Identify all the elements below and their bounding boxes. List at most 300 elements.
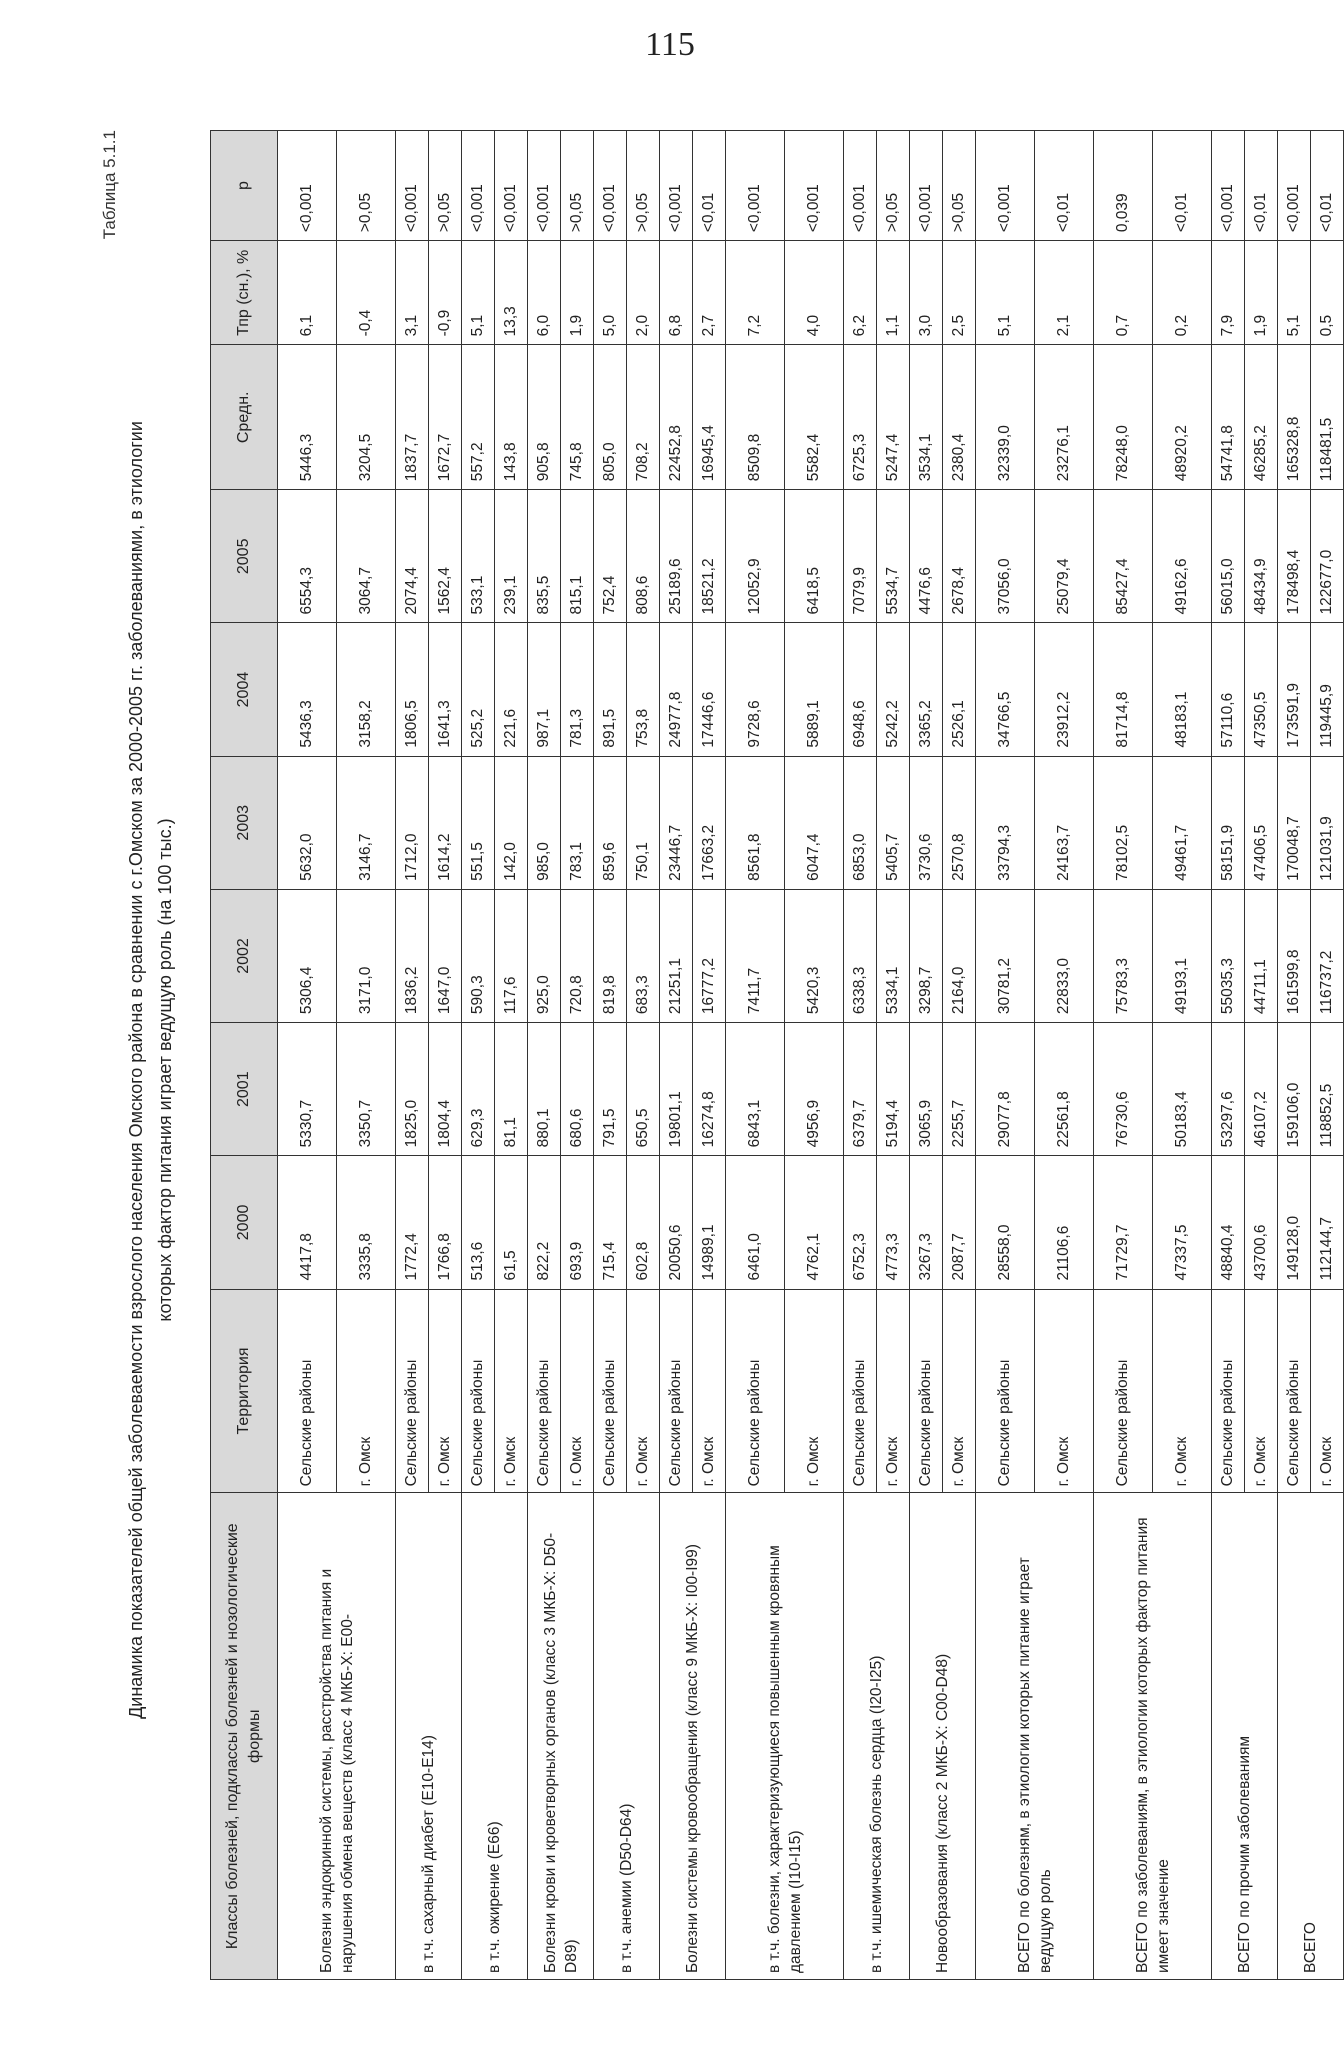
value-mean-cell: 16945,4 (693, 345, 726, 490)
value-2000-cell: 6461,0 (726, 1156, 785, 1289)
value-2005-cell: 25079,4 (1035, 490, 1094, 623)
value-p-cell: <0,01 (1035, 131, 1094, 241)
value-mean-cell: 557,2 (462, 345, 495, 490)
value-2005-cell: 56015,0 (1212, 490, 1245, 623)
value-mean-cell: 165328,8 (1278, 345, 1311, 490)
value-2001-cell: 22561,8 (1035, 1023, 1094, 1156)
territory-cell: г. Омск (1035, 1289, 1094, 1493)
value-tpr-cell: 4,0 (785, 241, 844, 345)
value-2001-cell: 16274,8 (693, 1023, 726, 1156)
value-2005-cell: 533,1 (462, 490, 495, 623)
value-2005-cell: 122677,0 (1311, 490, 1344, 623)
value-2005-cell: 815,1 (561, 490, 594, 623)
value-2001-cell: 791,5 (594, 1023, 627, 1156)
caption-line-2: которых фактор питания играет ведущую роль (на 100 тыс.) (155, 818, 175, 1322)
value-2004-cell: 47350,5 (1245, 623, 1278, 756)
value-2004-cell: 1806,5 (396, 623, 429, 756)
value-mean-cell: 8509,8 (726, 345, 785, 490)
value-2005-cell: 12052,9 (726, 490, 785, 623)
caption-line-1: Динамика показателей общей заболеваемости взрослого населения Омского района в сравнении с г.Омском за 2000-2005 гг. заболеваниями, в этиологии (126, 421, 146, 1719)
value-mean-cell: 745,8 (561, 345, 594, 490)
value-2003-cell: 5405,7 (877, 756, 910, 889)
value-2000-cell: 602,8 (627, 1156, 660, 1289)
value-2003-cell: 5632,0 (278, 756, 337, 889)
value-p-cell: <0,01 (1311, 131, 1344, 241)
territory-cell: Сельские районы (726, 1289, 785, 1493)
value-p-cell: <0,001 (844, 131, 877, 241)
value-2001-cell: 1804,4 (429, 1023, 462, 1156)
value-2003-cell: 142,0 (495, 756, 528, 889)
header-territory: Территория (211, 1289, 278, 1493)
value-mean-cell: 23276,1 (1035, 345, 1094, 490)
value-mean-cell: 2380,4 (943, 345, 976, 490)
table-row (910, 131, 943, 1980)
value-tpr-cell: 3,0 (910, 241, 943, 345)
value-2002-cell: 5334,1 (877, 889, 910, 1022)
territory-cell: г. Омск (943, 1289, 976, 1493)
value-tpr-cell: -0,9 (429, 241, 462, 345)
value-p-cell: >0,05 (877, 131, 910, 241)
value-2004-cell: 5242,2 (877, 623, 910, 756)
territory-cell: Сельские районы (1094, 1289, 1153, 1493)
value-p-cell: <0,001 (462, 131, 495, 241)
value-2003-cell: 6853,0 (844, 756, 877, 889)
territory-cell: г. Омск (627, 1289, 660, 1493)
territory-cell: Сельские районы (844, 1289, 877, 1493)
value-2000-cell: 693,9 (561, 1156, 594, 1289)
value-2002-cell: 720,8 (561, 889, 594, 1022)
value-2003-cell: 23446,7 (660, 756, 693, 889)
value-2003-cell: 17663,2 (693, 756, 726, 889)
table-row (594, 131, 627, 1980)
value-2004-cell: 23912,2 (1035, 623, 1094, 756)
value-2000-cell: 3267,3 (910, 1156, 943, 1289)
territory-cell: г. Омск (785, 1289, 844, 1493)
territory-cell: г. Омск (337, 1289, 396, 1493)
value-2005-cell: 48434,9 (1245, 490, 1278, 623)
value-2001-cell: 19801,1 (660, 1023, 693, 1156)
value-2004-cell: 119445,9 (1311, 623, 1344, 756)
value-2003-cell: 2570,8 (943, 756, 976, 889)
value-tpr-cell: 0,5 (1311, 241, 1344, 345)
value-2001-cell: 3350,7 (337, 1023, 396, 1156)
disease-class-cell: в т.ч. ожирение (Е66) (462, 1493, 528, 1980)
value-2002-cell: 117,6 (495, 889, 528, 1022)
value-2003-cell: 3146,7 (337, 756, 396, 889)
value-2005-cell: 4476,6 (910, 490, 943, 623)
disease-class-cell: Новообразования (класс 2 МКБ-Х: С00-D48) (910, 1493, 976, 1980)
table-row (278, 131, 337, 1980)
morbidity-table (210, 130, 1344, 1980)
value-tpr-cell: 7,9 (1212, 241, 1245, 345)
value-2003-cell: 121031,9 (1311, 756, 1344, 889)
value-2001-cell: 53297,6 (1212, 1023, 1245, 1156)
value-p-cell: >0,05 (561, 131, 594, 241)
value-2004-cell: 5436,3 (278, 623, 337, 756)
value-2002-cell: 1647,0 (429, 889, 462, 1022)
value-2000-cell: 513,6 (462, 1156, 495, 1289)
value-2002-cell: 22833,0 (1035, 889, 1094, 1022)
value-mean-cell: 78248,0 (1094, 345, 1153, 490)
value-mean-cell: 3204,5 (337, 345, 396, 490)
value-2002-cell: 161599,8 (1278, 889, 1311, 1022)
value-2001-cell: 6843,1 (726, 1023, 785, 1156)
value-p-cell: 0,039 (1094, 131, 1153, 241)
value-2000-cell: 4762,1 (785, 1156, 844, 1289)
value-2002-cell: 6338,3 (844, 889, 877, 1022)
page-number: 115 (645, 26, 695, 63)
header-2005: 2005 (211, 490, 278, 623)
value-2002-cell: 5306,4 (278, 889, 337, 1022)
value-2003-cell: 1614,2 (429, 756, 462, 889)
value-p-cell: <0,001 (660, 131, 693, 241)
value-2002-cell: 3171,0 (337, 889, 396, 1022)
value-2003-cell: 8561,8 (726, 756, 785, 889)
value-2001-cell: 46107,2 (1245, 1023, 1278, 1156)
value-mean-cell: 143,8 (495, 345, 528, 490)
value-2004-cell: 48183,1 (1153, 623, 1212, 756)
value-2001-cell: 1825,0 (396, 1023, 429, 1156)
value-mean-cell: 905,8 (528, 345, 561, 490)
value-2001-cell: 4956,9 (785, 1023, 844, 1156)
value-2000-cell: 21106,6 (1035, 1156, 1094, 1289)
value-2000-cell: 6752,3 (844, 1156, 877, 1289)
value-tpr-cell: 13,3 (495, 241, 528, 345)
value-p-cell: <0,001 (1212, 131, 1245, 241)
header-mean: Средн. (211, 345, 278, 490)
value-2003-cell: 750,1 (627, 756, 660, 889)
disease-class-cell: Болезни эндокринной системы, расстройства питания и нарушения обмена веществ (класс 4 МКБ-Х: Е00- (278, 1493, 396, 1980)
territory-cell: Сельские районы (396, 1289, 429, 1493)
value-2000-cell: 2087,7 (943, 1156, 976, 1289)
value-mean-cell: 48920,2 (1153, 345, 1212, 490)
value-tpr-cell: 0,2 (1153, 241, 1212, 345)
disease-class-cell: ВСЕГО по болезням, в этиологии которых питание играет ведущую роль (976, 1493, 1094, 1980)
value-2004-cell: 3365,2 (910, 623, 943, 756)
value-2001-cell: 159106,0 (1278, 1023, 1311, 1156)
value-p-cell: <0,001 (278, 131, 337, 241)
table-row (528, 131, 561, 1980)
value-2001-cell: 2255,7 (943, 1023, 976, 1156)
value-mean-cell: 805,0 (594, 345, 627, 490)
value-p-cell: <0,001 (495, 131, 528, 241)
value-tpr-cell: 5,0 (594, 241, 627, 345)
value-2000-cell: 1766,8 (429, 1156, 462, 1289)
value-tpr-cell: 2,1 (1035, 241, 1094, 345)
value-2001-cell: 880,1 (528, 1023, 561, 1156)
value-mean-cell: 1837,7 (396, 345, 429, 490)
value-p-cell: <0,001 (1278, 131, 1311, 241)
value-2004-cell: 3158,2 (337, 623, 396, 756)
value-2000-cell: 48840,4 (1212, 1156, 1245, 1289)
value-2000-cell: 71729,7 (1094, 1156, 1153, 1289)
value-2002-cell: 44711,1 (1245, 889, 1278, 1022)
value-2000-cell: 822,2 (528, 1156, 561, 1289)
value-tpr-cell: 5,1 (976, 241, 1035, 345)
value-p-cell: >0,05 (943, 131, 976, 241)
value-mean-cell: 46285,2 (1245, 345, 1278, 490)
value-2004-cell: 9728,6 (726, 623, 785, 756)
value-p-cell: <0,01 (693, 131, 726, 241)
table-body (278, 131, 1344, 1980)
value-2005-cell: 2074,4 (396, 490, 429, 623)
value-mean-cell: 32339,0 (976, 345, 1035, 490)
value-tpr-cell: 1,9 (561, 241, 594, 345)
territory-cell: Сельские районы (594, 1289, 627, 1493)
value-2002-cell: 16777,2 (693, 889, 726, 1022)
value-2004-cell: 987,1 (528, 623, 561, 756)
value-mean-cell: 54741,8 (1212, 345, 1245, 490)
value-tpr-cell: 5,1 (1278, 241, 1311, 345)
value-mean-cell: 3534,1 (910, 345, 943, 490)
disease-class-cell: в т.ч. анемии (D50-D64) (594, 1493, 660, 1980)
header-tpr: Тпр (сн.), % (211, 241, 278, 345)
table-row (396, 131, 429, 1980)
value-2003-cell: 33794,3 (976, 756, 1035, 889)
value-tpr-cell: 6,2 (844, 241, 877, 345)
value-p-cell: <0,001 (396, 131, 429, 241)
value-2001-cell: 76730,6 (1094, 1023, 1153, 1156)
value-2005-cell: 37056,0 (976, 490, 1035, 623)
value-p-cell: <0,001 (528, 131, 561, 241)
value-2000-cell: 4773,3 (877, 1156, 910, 1289)
value-tpr-cell: 2,0 (627, 241, 660, 345)
value-2005-cell: 25189,6 (660, 490, 693, 623)
table-caption (122, 130, 180, 2010)
value-2002-cell: 21251,1 (660, 889, 693, 1022)
value-2002-cell: 925,0 (528, 889, 561, 1022)
disease-class-cell: в т.ч. сахарный диабет (Е10-Е14) (396, 1493, 462, 1980)
value-2001-cell: 50183,4 (1153, 1023, 1212, 1156)
territory-cell: г. Омск (1245, 1289, 1278, 1493)
value-2000-cell: 1772,4 (396, 1156, 429, 1289)
value-2003-cell: 783,1 (561, 756, 594, 889)
value-2004-cell: 6948,6 (844, 623, 877, 756)
table-row (844, 131, 877, 1980)
value-tpr-cell: -0,4 (337, 241, 396, 345)
value-2004-cell: 17446,6 (693, 623, 726, 756)
value-mean-cell: 5247,4 (877, 345, 910, 490)
value-2002-cell: 5420,3 (785, 889, 844, 1022)
header-row (211, 131, 278, 1980)
value-mean-cell: 118481,5 (1311, 345, 1344, 490)
value-2004-cell: 1641,3 (429, 623, 462, 756)
value-tpr-cell: 3,1 (396, 241, 429, 345)
value-2001-cell: 680,6 (561, 1023, 594, 1156)
value-tpr-cell: 5,1 (462, 241, 495, 345)
header-2000: 2000 (211, 1156, 278, 1289)
value-p-cell: >0,05 (429, 131, 462, 241)
territory-cell: г. Омск (877, 1289, 910, 1493)
value-mean-cell: 5446,3 (278, 345, 337, 490)
territory-cell: г. Омск (1153, 1289, 1212, 1493)
value-2000-cell: 715,4 (594, 1156, 627, 1289)
territory-cell: г. Омск (561, 1289, 594, 1493)
header-2004: 2004 (211, 623, 278, 756)
value-2000-cell: 14989,1 (693, 1156, 726, 1289)
value-2002-cell: 55035,3 (1212, 889, 1245, 1022)
value-2001-cell: 29077,8 (976, 1023, 1035, 1156)
territory-cell: Сельские районы (910, 1289, 943, 1493)
value-tpr-cell: 2,7 (693, 241, 726, 345)
value-mean-cell: 708,2 (627, 345, 660, 490)
value-2002-cell: 683,3 (627, 889, 660, 1022)
value-mean-cell: 22452,8 (660, 345, 693, 490)
value-2005-cell: 7079,9 (844, 490, 877, 623)
value-2002-cell: 30781,2 (976, 889, 1035, 1022)
territory-cell: г. Омск (1311, 1289, 1344, 1493)
value-tpr-cell: 7,2 (726, 241, 785, 345)
value-p-cell: <0,001 (594, 131, 627, 241)
value-2005-cell: 6418,5 (785, 490, 844, 623)
value-2004-cell: 34766,5 (976, 623, 1035, 756)
value-tpr-cell: 1,1 (877, 241, 910, 345)
value-2005-cell: 6554,3 (278, 490, 337, 623)
value-2005-cell: 18521,2 (693, 490, 726, 623)
territory-cell: Сельские районы (528, 1289, 561, 1493)
value-2003-cell: 859,6 (594, 756, 627, 889)
disease-class-cell: в т.ч. ишемическая болезнь сердца (I20-I25) (844, 1493, 910, 1980)
territory-cell: г. Омск (495, 1289, 528, 1493)
value-2003-cell: 24163,7 (1035, 756, 1094, 889)
table-row (1278, 131, 1311, 1980)
value-p-cell: <0,001 (910, 131, 943, 241)
value-2003-cell: 551,5 (462, 756, 495, 889)
value-p-cell: >0,05 (627, 131, 660, 241)
territory-cell: г. Омск (693, 1289, 726, 1493)
value-2003-cell: 78102,5 (1094, 756, 1153, 889)
value-2001-cell: 3065,9 (910, 1023, 943, 1156)
value-2002-cell: 3298,7 (910, 889, 943, 1022)
disease-class-cell: в т.ч. болезни, характеризующиеся повышенным кровяным давлением (I10-I15) (726, 1493, 844, 1980)
value-tpr-cell: 6,0 (528, 241, 561, 345)
value-2001-cell: 5330,7 (278, 1023, 337, 1156)
value-p-cell: <0,001 (976, 131, 1035, 241)
value-2004-cell: 221,6 (495, 623, 528, 756)
value-2002-cell: 49193,1 (1153, 889, 1212, 1022)
disease-class-cell: ВСЕГО по заболеваниям, в этиологии которых фактор питания имеет значение (1094, 1493, 1212, 1980)
value-tpr-cell: 2,5 (943, 241, 976, 345)
value-2003-cell: 58151,9 (1212, 756, 1245, 889)
value-2000-cell: 47337,5 (1153, 1156, 1212, 1289)
territory-cell: Сельские районы (462, 1289, 495, 1493)
territory-cell: г. Омск (429, 1289, 462, 1493)
value-mean-cell: 5582,4 (785, 345, 844, 490)
value-2000-cell: 4417,8 (278, 1156, 337, 1289)
value-2005-cell: 3064,7 (337, 490, 396, 623)
table-row (1094, 131, 1153, 1980)
value-2001-cell: 118852,5 (1311, 1023, 1344, 1156)
disease-class-cell: ВСЕГО (1278, 1493, 1344, 1980)
disease-class-cell: ВСЕГО по прочим заболеваниям (1212, 1493, 1278, 1980)
value-2005-cell: 85427,4 (1094, 490, 1153, 623)
value-2001-cell: 650,5 (627, 1023, 660, 1156)
value-2004-cell: 781,3 (561, 623, 594, 756)
value-2004-cell: 173591,9 (1278, 623, 1311, 756)
value-p-cell: <0,001 (785, 131, 844, 241)
value-2005-cell: 752,4 (594, 490, 627, 623)
header-2002: 2002 (211, 889, 278, 1022)
value-p-cell: <0,001 (726, 131, 785, 241)
value-tpr-cell: 6,1 (278, 241, 337, 345)
header-classes: Классы болезней, подклассы болезней и нозологические формы (211, 1493, 278, 1980)
value-2002-cell: 1836,2 (396, 889, 429, 1022)
value-2003-cell: 985,0 (528, 756, 561, 889)
value-2003-cell: 3730,6 (910, 756, 943, 889)
value-mean-cell: 6725,3 (844, 345, 877, 490)
value-2001-cell: 81,1 (495, 1023, 528, 1156)
header-p: p (211, 131, 278, 241)
disease-class-cell: Болезни крови и кроветворных органов (класс 3 МКБ-Х: D50-D89) (528, 1493, 594, 1980)
territory-cell: Сельские районы (278, 1289, 337, 1493)
value-2000-cell: 149128,0 (1278, 1156, 1311, 1289)
value-2004-cell: 57110,6 (1212, 623, 1245, 756)
value-2003-cell: 170048,7 (1278, 756, 1311, 889)
value-2004-cell: 24977,8 (660, 623, 693, 756)
territory-cell: Сельские районы (976, 1289, 1035, 1493)
value-2002-cell: 75783,3 (1094, 889, 1153, 1022)
value-2003-cell: 49461,7 (1153, 756, 1212, 889)
value-2005-cell: 2678,4 (943, 490, 976, 623)
value-2005-cell: 5534,7 (877, 490, 910, 623)
value-2001-cell: 629,3 (462, 1023, 495, 1156)
value-tpr-cell: 6,8 (660, 241, 693, 345)
value-tpr-cell: 0,7 (1094, 241, 1153, 345)
value-2002-cell: 7411,7 (726, 889, 785, 1022)
header-2003: 2003 (211, 756, 278, 889)
value-mean-cell: 1672,7 (429, 345, 462, 490)
value-2004-cell: 5889,1 (785, 623, 844, 756)
value-2002-cell: 590,3 (462, 889, 495, 1022)
header-2001: 2001 (211, 1023, 278, 1156)
value-2004-cell: 81714,8 (1094, 623, 1153, 756)
value-2000-cell: 43700,6 (1245, 1156, 1278, 1289)
territory-cell: Сельские районы (660, 1289, 693, 1493)
rotated-table-block (100, 130, 1335, 2010)
table-number: Таблица 5.1.1 (100, 130, 119, 240)
value-2003-cell: 47406,5 (1245, 756, 1278, 889)
value-2000-cell: 3335,8 (337, 1156, 396, 1289)
value-2005-cell: 835,5 (528, 490, 561, 623)
value-2000-cell: 28558,0 (976, 1156, 1035, 1289)
value-2004-cell: 525,2 (462, 623, 495, 756)
value-p-cell: <0,01 (1245, 131, 1278, 241)
territory-cell: Сельские районы (1278, 1289, 1311, 1493)
value-2002-cell: 116737,2 (1311, 889, 1344, 1022)
value-p-cell: >0,05 (337, 131, 396, 241)
value-2001-cell: 6379,7 (844, 1023, 877, 1156)
value-p-cell: <0,01 (1153, 131, 1212, 241)
value-2000-cell: 112144,7 (1311, 1156, 1344, 1289)
value-2002-cell: 2164,0 (943, 889, 976, 1022)
disease-class-cell: Болезни системы кровообращения (класс 9 МКБ-Х: I00-I99) (660, 1493, 726, 1980)
value-2004-cell: 891,5 (594, 623, 627, 756)
value-2005-cell: 49162,6 (1153, 490, 1212, 623)
table-row (1212, 131, 1245, 1980)
value-2004-cell: 753,8 (627, 623, 660, 756)
table-row (726, 131, 785, 1980)
value-2004-cell: 2526,1 (943, 623, 976, 756)
value-2005-cell: 239,1 (495, 490, 528, 623)
value-2003-cell: 1712,0 (396, 756, 429, 889)
value-2000-cell: 20050,6 (660, 1156, 693, 1289)
value-tpr-cell: 1,9 (1245, 241, 1278, 345)
table-row (976, 131, 1035, 1980)
value-2003-cell: 6047,4 (785, 756, 844, 889)
table-row (660, 131, 693, 1980)
value-2000-cell: 61,5 (495, 1156, 528, 1289)
value-2005-cell: 1562,4 (429, 490, 462, 623)
